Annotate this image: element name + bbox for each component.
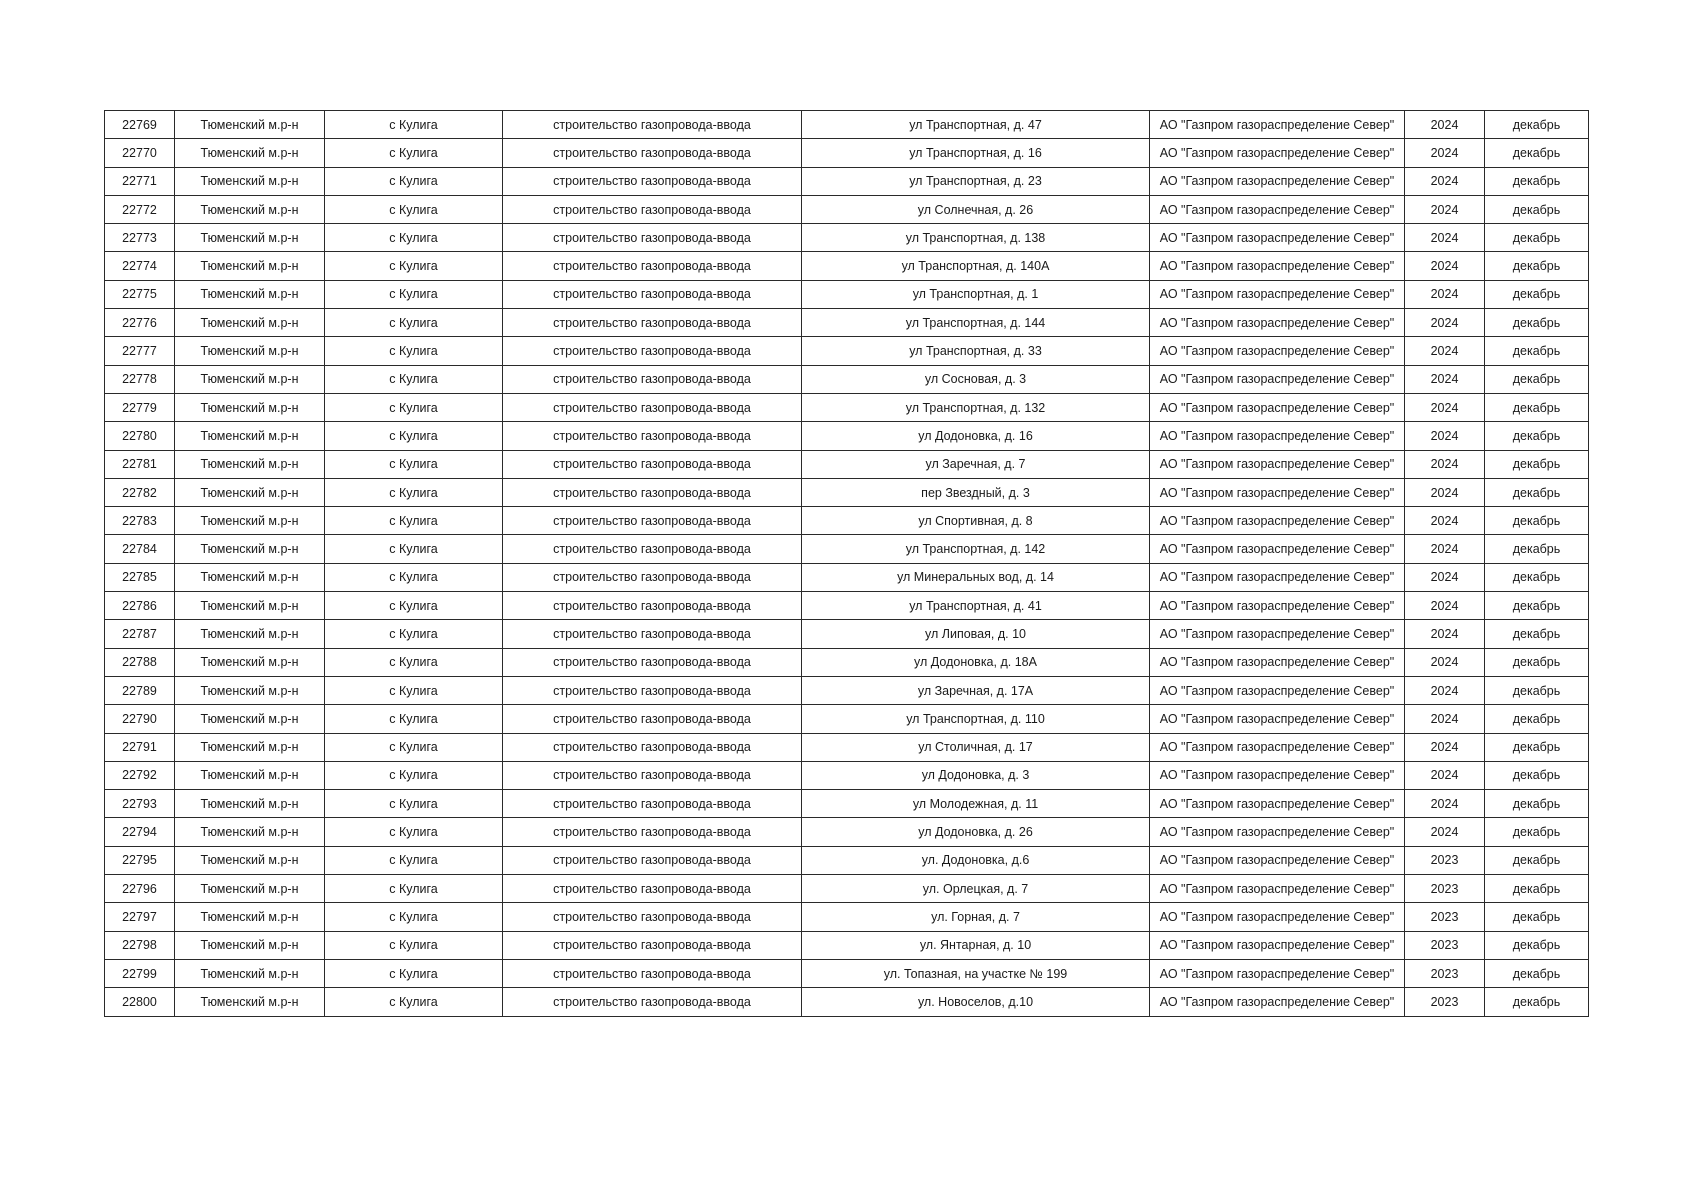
cell-month: декабрь <box>1485 393 1589 421</box>
cell-month: декабрь <box>1485 903 1589 931</box>
cell-organization: АО "Газпром газораспределение Север" <box>1150 875 1405 903</box>
cell-organization: АО "Газпром газораспределение Север" <box>1150 705 1405 733</box>
cell-organization: АО "Газпром газораспределение Север" <box>1150 592 1405 620</box>
cell-work-type: строительство газопровода-ввода <box>503 790 802 818</box>
table-row <box>105 195 1589 223</box>
cell-work-type: строительство газопровода-ввода <box>503 535 802 563</box>
cell-settlement: с Кулига <box>325 648 503 676</box>
cell-year: 2024 <box>1405 224 1485 252</box>
cell-district: Тюменский м.р-н <box>175 224 325 252</box>
cell-address: ул. Додоновка, д.6 <box>802 846 1150 874</box>
table-row <box>105 337 1589 365</box>
cell-work-type: строительство газопровода-ввода <box>503 563 802 591</box>
cell-settlement: с Кулига <box>325 478 503 506</box>
cell-organization: АО "Газпром газораспределение Север" <box>1150 224 1405 252</box>
cell-district: Тюменский м.р-н <box>175 620 325 648</box>
cell-year: 2024 <box>1405 450 1485 478</box>
cell-settlement: с Кулига <box>325 139 503 167</box>
cell-organization: АО "Газпром газораспределение Север" <box>1150 422 1405 450</box>
cell-address: ул Минеральных вод, д. 14 <box>802 563 1150 591</box>
cell-number: 22780 <box>105 422 175 450</box>
cell-year: 2024 <box>1405 705 1485 733</box>
cell-district: Тюменский м.р-н <box>175 309 325 337</box>
cell-address: ул Транспортная, д. 140А <box>802 252 1150 280</box>
cell-month: декабрь <box>1485 450 1589 478</box>
cell-address: ул Додоновка, д. 3 <box>802 761 1150 789</box>
cell-address: ул Транспортная, д. 1 <box>802 280 1150 308</box>
cell-organization: АО "Газпром газораспределение Север" <box>1150 478 1405 506</box>
cell-number: 22782 <box>105 478 175 506</box>
cell-year: 2024 <box>1405 111 1485 139</box>
cell-address: ул Транспортная, д. 110 <box>802 705 1150 733</box>
cell-work-type: строительство газопровода-ввода <box>503 648 802 676</box>
cell-year: 2024 <box>1405 252 1485 280</box>
cell-address: ул Транспортная, д. 41 <box>802 592 1150 620</box>
table-row <box>105 790 1589 818</box>
cell-work-type: строительство газопровода-ввода <box>503 818 802 846</box>
cell-work-type: строительство газопровода-ввода <box>503 620 802 648</box>
cell-address: ул Транспортная, д. 33 <box>802 337 1150 365</box>
cell-organization: АО "Газпром газораспределение Север" <box>1150 167 1405 195</box>
cell-settlement: с Кулига <box>325 790 503 818</box>
cell-district: Тюменский м.р-н <box>175 535 325 563</box>
cell-district: Тюменский м.р-н <box>175 252 325 280</box>
table-row <box>105 450 1589 478</box>
cell-district: Тюменский м.р-н <box>175 478 325 506</box>
cell-month: декабрь <box>1485 676 1589 704</box>
cell-year: 2024 <box>1405 280 1485 308</box>
cell-number: 22772 <box>105 195 175 223</box>
cell-district: Тюменский м.р-н <box>175 422 325 450</box>
cell-district: Тюменский м.р-н <box>175 875 325 903</box>
cell-address: ул. Новоселов, д.10 <box>802 988 1150 1016</box>
cell-number: 22792 <box>105 761 175 789</box>
cell-month: декабрь <box>1485 705 1589 733</box>
cell-address: ул Транспортная, д. 144 <box>802 309 1150 337</box>
cell-work-type: строительство газопровода-ввода <box>503 167 802 195</box>
cell-settlement: с Кулига <box>325 676 503 704</box>
table-row <box>105 875 1589 903</box>
cell-settlement: с Кулига <box>325 280 503 308</box>
cell-district: Тюменский м.р-н <box>175 761 325 789</box>
cell-organization: АО "Газпром газораспределение Север" <box>1150 818 1405 846</box>
cell-work-type: строительство газопровода-ввода <box>503 705 802 733</box>
cell-settlement: с Кулига <box>325 846 503 874</box>
cell-address: ул. Топазная, на участке № 199 <box>802 959 1150 987</box>
table-row <box>105 988 1589 1016</box>
table-row <box>105 393 1589 421</box>
cell-year: 2024 <box>1405 535 1485 563</box>
cell-month: декабрь <box>1485 365 1589 393</box>
cell-address: ул Липовая, д. 10 <box>802 620 1150 648</box>
cell-number: 22770 <box>105 139 175 167</box>
cell-year: 2024 <box>1405 337 1485 365</box>
cell-organization: АО "Газпром газораспределение Север" <box>1150 648 1405 676</box>
cell-work-type: строительство газопровода-ввода <box>503 903 802 931</box>
cell-month: декабрь <box>1485 478 1589 506</box>
cell-month: декабрь <box>1485 139 1589 167</box>
cell-organization: АО "Газпром газораспределение Север" <box>1150 535 1405 563</box>
cell-month: декабрь <box>1485 959 1589 987</box>
cell-year: 2024 <box>1405 365 1485 393</box>
cell-address: ул Транспортная, д. 23 <box>802 167 1150 195</box>
cell-organization: АО "Газпром газораспределение Север" <box>1150 676 1405 704</box>
table-row <box>105 139 1589 167</box>
cell-year: 2024 <box>1405 563 1485 591</box>
cell-work-type: строительство газопровода-ввода <box>503 959 802 987</box>
cell-month: декабрь <box>1485 988 1589 1016</box>
cell-organization: АО "Газпром газораспределение Север" <box>1150 959 1405 987</box>
cell-district: Тюменский м.р-н <box>175 450 325 478</box>
cell-district: Тюменский м.р-н <box>175 563 325 591</box>
cell-work-type: строительство газопровода-ввода <box>503 988 802 1016</box>
cell-work-type: строительство газопровода-ввода <box>503 139 802 167</box>
cell-district: Тюменский м.р-н <box>175 959 325 987</box>
cell-work-type: строительство газопровода-ввода <box>503 224 802 252</box>
cell-work-type: строительство газопровода-ввода <box>503 422 802 450</box>
cell-year: 2024 <box>1405 790 1485 818</box>
cell-organization: АО "Газпром газораспределение Север" <box>1150 450 1405 478</box>
table-row <box>105 280 1589 308</box>
cell-settlement: с Кулига <box>325 705 503 733</box>
cell-year: 2023 <box>1405 875 1485 903</box>
cell-settlement: с Кулига <box>325 875 503 903</box>
cell-year: 2023 <box>1405 988 1485 1016</box>
table-row <box>105 818 1589 846</box>
cell-month: декабрь <box>1485 592 1589 620</box>
cell-month: декабрь <box>1485 846 1589 874</box>
cell-year: 2024 <box>1405 393 1485 421</box>
cell-work-type: строительство газопровода-ввода <box>503 507 802 535</box>
cell-organization: АО "Газпром газораспределение Север" <box>1150 563 1405 591</box>
cell-month: декабрь <box>1485 309 1589 337</box>
cell-number: 22799 <box>105 959 175 987</box>
cell-organization: АО "Газпром газораспределение Север" <box>1150 733 1405 761</box>
table-row <box>105 761 1589 789</box>
cell-number: 22785 <box>105 563 175 591</box>
cell-organization: АО "Газпром газораспределение Север" <box>1150 252 1405 280</box>
gas-pipeline-table <box>104 110 1589 1017</box>
cell-address: ул Заречная, д. 7 <box>802 450 1150 478</box>
cell-settlement: с Кулига <box>325 563 503 591</box>
cell-number: 22771 <box>105 167 175 195</box>
cell-district: Тюменский м.р-н <box>175 648 325 676</box>
cell-number: 22786 <box>105 592 175 620</box>
cell-address: ул Сосновая, д. 3 <box>802 365 1150 393</box>
cell-month: декабрь <box>1485 875 1589 903</box>
cell-work-type: строительство газопровода-ввода <box>503 111 802 139</box>
cell-number: 22784 <box>105 535 175 563</box>
cell-organization: АО "Газпром газораспределение Север" <box>1150 988 1405 1016</box>
cell-address: ул. Горная, д. 7 <box>802 903 1150 931</box>
cell-settlement: с Кулига <box>325 365 503 393</box>
cell-month: декабрь <box>1485 761 1589 789</box>
cell-organization: АО "Газпром газораспределение Север" <box>1150 365 1405 393</box>
cell-settlement: с Кулига <box>325 620 503 648</box>
cell-work-type: строительство газопровода-ввода <box>503 761 802 789</box>
cell-year: 2024 <box>1405 167 1485 195</box>
cell-work-type: строительство газопровода-ввода <box>503 931 802 959</box>
table-row <box>105 535 1589 563</box>
cell-year: 2024 <box>1405 761 1485 789</box>
cell-organization: АО "Газпром газораспределение Север" <box>1150 139 1405 167</box>
cell-address: ул Транспортная, д. 16 <box>802 139 1150 167</box>
cell-organization: АО "Газпром газораспределение Север" <box>1150 111 1405 139</box>
cell-month: декабрь <box>1485 818 1589 846</box>
cell-number: 22775 <box>105 280 175 308</box>
cell-organization: АО "Газпром газораспределение Север" <box>1150 280 1405 308</box>
cell-year: 2024 <box>1405 592 1485 620</box>
cell-number: 22789 <box>105 676 175 704</box>
cell-month: декабрь <box>1485 790 1589 818</box>
cell-month: декабрь <box>1485 422 1589 450</box>
cell-work-type: строительство газопровода-ввода <box>503 450 802 478</box>
cell-organization: АО "Газпром газораспределение Север" <box>1150 393 1405 421</box>
cell-settlement: с Кулига <box>325 224 503 252</box>
cell-organization: АО "Газпром газораспределение Север" <box>1150 337 1405 365</box>
cell-work-type: строительство газопровода-ввода <box>503 252 802 280</box>
cell-month: декабрь <box>1485 195 1589 223</box>
cell-number: 22787 <box>105 620 175 648</box>
cell-number: 22790 <box>105 705 175 733</box>
cell-number: 22797 <box>105 903 175 931</box>
table-row <box>105 563 1589 591</box>
table-row <box>105 167 1589 195</box>
cell-settlement: с Кулига <box>325 931 503 959</box>
cell-work-type: строительство газопровода-ввода <box>503 875 802 903</box>
cell-month: декабрь <box>1485 931 1589 959</box>
cell-address: ул Додоновка, д. 16 <box>802 422 1150 450</box>
cell-settlement: с Кулига <box>325 393 503 421</box>
cell-month: декабрь <box>1485 224 1589 252</box>
cell-settlement: с Кулига <box>325 988 503 1016</box>
cell-work-type: строительство газопровода-ввода <box>503 676 802 704</box>
cell-address: пер Звездный, д. 3 <box>802 478 1150 506</box>
cell-number: 22795 <box>105 846 175 874</box>
cell-work-type: строительство газопровода-ввода <box>503 280 802 308</box>
table-row <box>105 705 1589 733</box>
table-body <box>105 111 1589 1017</box>
cell-district: Тюменский м.р-н <box>175 507 325 535</box>
table-row <box>105 620 1589 648</box>
cell-district: Тюменский м.р-н <box>175 733 325 761</box>
cell-settlement: с Кулига <box>325 761 503 789</box>
cell-organization: АО "Газпром газораспределение Север" <box>1150 620 1405 648</box>
cell-year: 2024 <box>1405 422 1485 450</box>
cell-month: декабрь <box>1485 280 1589 308</box>
cell-number: 22794 <box>105 818 175 846</box>
table-row <box>105 365 1589 393</box>
cell-year: 2024 <box>1405 507 1485 535</box>
table-row <box>105 309 1589 337</box>
cell-number: 22777 <box>105 337 175 365</box>
cell-work-type: строительство газопровода-ввода <box>503 592 802 620</box>
cell-number: 22791 <box>105 733 175 761</box>
cell-work-type: строительство газопровода-ввода <box>503 337 802 365</box>
cell-settlement: с Кулига <box>325 309 503 337</box>
cell-number: 22781 <box>105 450 175 478</box>
cell-number: 22776 <box>105 309 175 337</box>
cell-address: ул. Орлецкая, д. 7 <box>802 875 1150 903</box>
cell-district: Тюменский м.р-н <box>175 167 325 195</box>
cell-month: декабрь <box>1485 648 1589 676</box>
cell-district: Тюменский м.р-н <box>175 846 325 874</box>
table-row <box>105 252 1589 280</box>
cell-year: 2024 <box>1405 309 1485 337</box>
cell-month: декабрь <box>1485 337 1589 365</box>
cell-district: Тюменский м.р-н <box>175 676 325 704</box>
cell-district: Тюменский м.р-н <box>175 337 325 365</box>
cell-district: Тюменский м.р-н <box>175 592 325 620</box>
cell-work-type: строительство газопровода-ввода <box>503 733 802 761</box>
cell-number: 22779 <box>105 393 175 421</box>
cell-work-type: строительство газопровода-ввода <box>503 393 802 421</box>
cell-work-type: строительство газопровода-ввода <box>503 846 802 874</box>
cell-number: 22783 <box>105 507 175 535</box>
cell-settlement: с Кулига <box>325 167 503 195</box>
cell-month: декабрь <box>1485 252 1589 280</box>
cell-year: 2023 <box>1405 959 1485 987</box>
cell-work-type: строительство газопровода-ввода <box>503 478 802 506</box>
cell-year: 2024 <box>1405 818 1485 846</box>
cell-district: Тюменский м.р-н <box>175 818 325 846</box>
table-row <box>105 903 1589 931</box>
cell-number: 22769 <box>105 111 175 139</box>
cell-district: Тюменский м.р-н <box>175 931 325 959</box>
cell-month: декабрь <box>1485 535 1589 563</box>
cell-month: декабрь <box>1485 563 1589 591</box>
table-row <box>105 507 1589 535</box>
cell-district: Тюменский м.р-н <box>175 790 325 818</box>
cell-year: 2023 <box>1405 931 1485 959</box>
cell-address: ул Транспортная, д. 138 <box>802 224 1150 252</box>
cell-year: 2024 <box>1405 478 1485 506</box>
cell-organization: АО "Газпром газораспределение Север" <box>1150 931 1405 959</box>
cell-number: 22774 <box>105 252 175 280</box>
cell-work-type: строительство газопровода-ввода <box>503 365 802 393</box>
cell-year: 2024 <box>1405 139 1485 167</box>
cell-address: ул. Янтарная, д. 10 <box>802 931 1150 959</box>
cell-year: 2024 <box>1405 733 1485 761</box>
cell-number: 22773 <box>105 224 175 252</box>
cell-settlement: с Кулига <box>325 592 503 620</box>
table-row <box>105 422 1589 450</box>
cell-settlement: с Кулига <box>325 252 503 280</box>
cell-district: Тюменский м.р-н <box>175 365 325 393</box>
cell-address: ул Додоновка, д. 26 <box>802 818 1150 846</box>
cell-address: ул Транспортная, д. 47 <box>802 111 1150 139</box>
cell-address: ул Солнечная, д. 26 <box>802 195 1150 223</box>
cell-organization: АО "Газпром газораспределение Север" <box>1150 507 1405 535</box>
cell-number: 22778 <box>105 365 175 393</box>
cell-year: 2024 <box>1405 648 1485 676</box>
cell-settlement: с Кулига <box>325 195 503 223</box>
cell-number: 22800 <box>105 988 175 1016</box>
cell-work-type: строительство газопровода-ввода <box>503 309 802 337</box>
cell-settlement: с Кулига <box>325 337 503 365</box>
cell-month: декабрь <box>1485 167 1589 195</box>
table-row <box>105 846 1589 874</box>
cell-address: ул Заречная, д. 17А <box>802 676 1150 704</box>
cell-district: Тюменский м.р-н <box>175 393 325 421</box>
cell-organization: АО "Газпром газораспределение Север" <box>1150 790 1405 818</box>
table-row <box>105 676 1589 704</box>
cell-year: 2024 <box>1405 676 1485 704</box>
table-row <box>105 931 1589 959</box>
cell-address: ул Молодежная, д. 11 <box>802 790 1150 818</box>
cell-month: декабрь <box>1485 111 1589 139</box>
cell-settlement: с Кулига <box>325 422 503 450</box>
cell-address: ул Спортивная, д. 8 <box>802 507 1150 535</box>
cell-month: декабрь <box>1485 620 1589 648</box>
cell-settlement: с Кулига <box>325 903 503 931</box>
table-row <box>105 592 1589 620</box>
cell-year: 2023 <box>1405 903 1485 931</box>
cell-address: ул Транспортная, д. 132 <box>802 393 1150 421</box>
cell-district: Тюменский м.р-н <box>175 903 325 931</box>
table-row <box>105 648 1589 676</box>
cell-number: 22788 <box>105 648 175 676</box>
cell-district: Тюменский м.р-н <box>175 111 325 139</box>
cell-address: ул Додоновка, д. 18А <box>802 648 1150 676</box>
cell-organization: АО "Газпром газораспределение Север" <box>1150 903 1405 931</box>
cell-number: 22793 <box>105 790 175 818</box>
cell-settlement: с Кулига <box>325 535 503 563</box>
cell-district: Тюменский м.р-н <box>175 139 325 167</box>
table-row <box>105 478 1589 506</box>
cell-month: декабрь <box>1485 733 1589 761</box>
cell-year: 2024 <box>1405 195 1485 223</box>
cell-district: Тюменский м.р-н <box>175 195 325 223</box>
cell-settlement: с Кулига <box>325 111 503 139</box>
table-row <box>105 959 1589 987</box>
cell-work-type: строительство газопровода-ввода <box>503 195 802 223</box>
cell-settlement: с Кулига <box>325 733 503 761</box>
cell-settlement: с Кулига <box>325 818 503 846</box>
cell-year: 2023 <box>1405 846 1485 874</box>
cell-organization: АО "Газпром газораспределение Север" <box>1150 195 1405 223</box>
cell-number: 22796 <box>105 875 175 903</box>
cell-organization: АО "Газпром газораспределение Север" <box>1150 846 1405 874</box>
cell-organization: АО "Газпром газораспределение Север" <box>1150 761 1405 789</box>
cell-organization: АО "Газпром газораспределение Север" <box>1150 309 1405 337</box>
table-row <box>105 733 1589 761</box>
cell-settlement: с Кулига <box>325 959 503 987</box>
cell-district: Тюменский м.р-н <box>175 988 325 1016</box>
table-row <box>105 111 1589 139</box>
cell-district: Тюменский м.р-н <box>175 280 325 308</box>
cell-settlement: с Кулига <box>325 450 503 478</box>
cell-number: 22798 <box>105 931 175 959</box>
table-row <box>105 224 1589 252</box>
cell-address: ул Транспортная, д. 142 <box>802 535 1150 563</box>
cell-address: ул Столичная, д. 17 <box>802 733 1150 761</box>
cell-year: 2024 <box>1405 620 1485 648</box>
cell-settlement: с Кулига <box>325 507 503 535</box>
cell-month: декабрь <box>1485 507 1589 535</box>
cell-district: Тюменский м.р-н <box>175 705 325 733</box>
